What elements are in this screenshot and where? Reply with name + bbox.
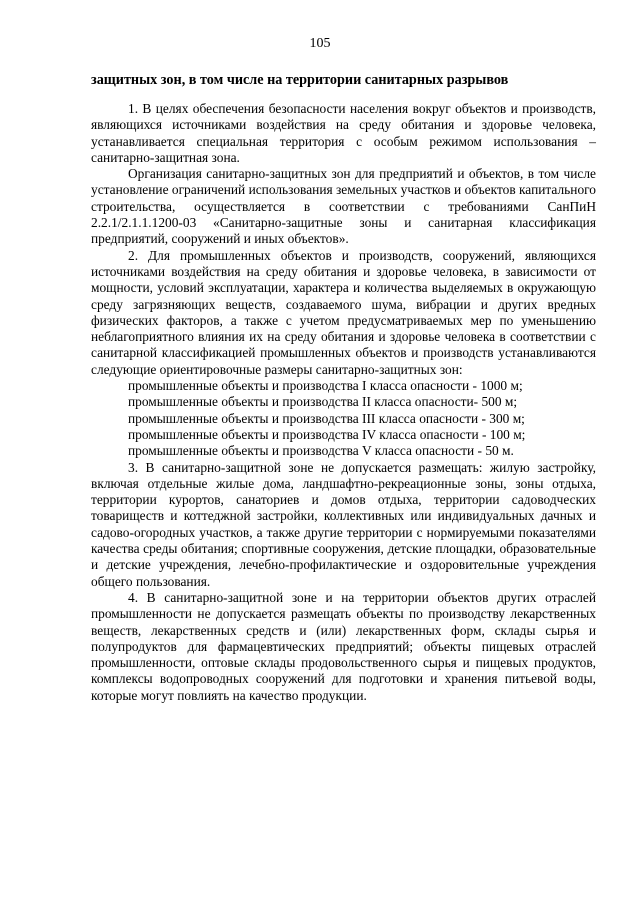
document-body — [91, 101, 596, 704]
section-heading: защитных зон, в том числе на территории санитарных разрывов — [91, 72, 509, 88]
page-number: 105 — [309, 36, 331, 51]
list-item: промышленные объекты и производства I класса опасности - 1000 м; — [128, 378, 523, 394]
list-item: промышленные объекты и производства IV класса опасности - 100 м; — [128, 426, 526, 442]
paragraph-organization: Организация санитарно-защитных зон для предприятий и объектов, в том числе установление ограничений использования земельных участков и объектов капитального строительства, осуществляется в соответствии с требованиями СанПиН 2.2.1/2.1.1.1200-03 «Санитарно-защитные зоны и санитарная классификация предприятий, сооружений и иных объектов». — [91, 166, 596, 247]
list-item: промышленные объекты и производства V класса опасности - 50 м. — [128, 443, 514, 459]
paragraph-2: 2. Для промышленных объектов и производств, сооружений, являющихся источниками воздействия на среду обитания и здоровье человека, в зависимости от мощности, условий эксплуатации, характера и количества выделяемых в окружающую среду загрязняющих веществ, создаваемого шума, вибрации и других вредных физических факторов, а также с учетом предусматриваемых мер по уменьшению неблагоприятного влияния их на среду обитания и здоровье человека в соответствии с санитарной классификацией промышленных объектов и производств устанавливаются следующие ориентировочные размеры санитарно-защитных зон: — [91, 247, 596, 377]
paragraph-3: 3. В санитарно-защитной зоне не допускается размещать: жилую застройку, включая отдельные жилые дома, ландшафтно-рекреационные зоны, зоны отдыха, территории курортов, санаториев и домов отдыха, территории садоводческих товариществ и коттеджной застройки, коллективных или индивидуальных дачных и садово-огородных участков, а также другие территории с нормируемыми показателями качества среды обитания; спортивные сооружения, детские площадки, образовательные и детские учреждения, лечебно-профилактические и оздоровительные учреждения общего пользования. — [91, 459, 596, 589]
hazard-class-list — [91, 378, 596, 459]
list-item: промышленные объекты и производства III класса опасности - 300 м; — [128, 410, 525, 426]
list-item: промышленные объекты и производства II класса опасности- 500 м; — [128, 394, 518, 410]
paragraph-4: 4. В санитарно-защитной зоне и на территории объектов других отраслей промышленности не допускается размещать объекты по производству лекарственных веществ, лекарственных средств и (или) лекарственных форм, склады сырья и полупродуктов для фармацевтических предприятий; объекты пищевых отраслей промышленности, оптовые склады продовольственного сырья и пищевых продуктов, комплексы водопроводных сооружений для подготовки и хранения питьевой воды, которые могут повлиять на качество продукции. — [91, 589, 596, 703]
paragraph-1: 1. В целях обеспечения безопасности населения вокруг объектов и производств, являющихся источниками воздействия на среду обитания и здоровье человека, устанавливается специальная территория с особым режимом использования – санитарно-защитная зона. — [91, 101, 596, 165]
